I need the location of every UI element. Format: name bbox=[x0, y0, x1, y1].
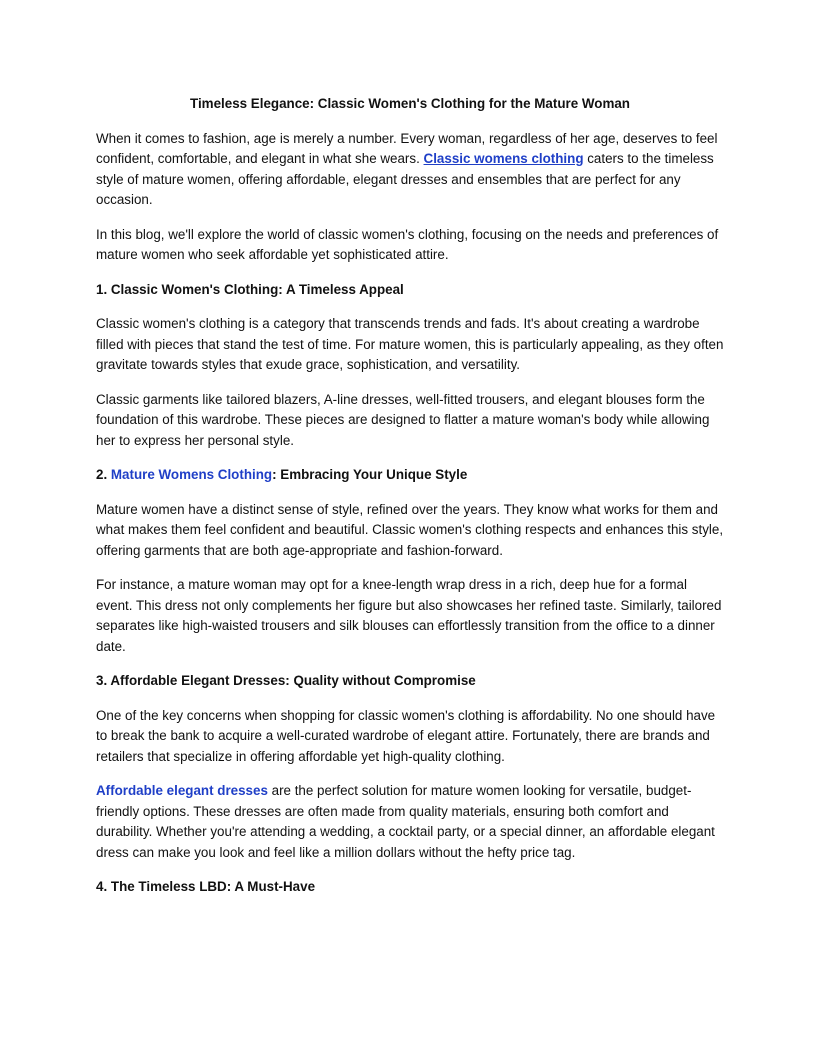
section-1-paragraph-1: Classic women's clothing is a category that transcends trends and fads. It's about creating a wardrobe filled with pieces that stand the test of time. For mature women, this is particularly appealing, as they often gravitate towards styles that exude grace, sophistication, and versatility. bbox=[96, 316, 724, 372]
section-2-heading bbox=[96, 465, 724, 486]
mature-womens-clothing-link[interactable]: Mature Womens Clothing bbox=[110, 467, 273, 482]
affordable-elegant-dresses-link[interactable]: Affordable elegant dresses bbox=[96, 783, 268, 798]
section-1-heading: 1. Classic Women's Clothing: A Timeless Appeal bbox=[96, 281, 404, 297]
section-3-paragraph-1: One of the key concerns when shopping for classic women's clothing is affordability. No one should have to break the bank to acquire a well-curated wardrobe of elegant attire. Fortunately, there are brands and retailers that specialize in offering affordable yet high-quality clothing. bbox=[96, 707, 716, 764]
section-3-heading: 3. Affordable Elegant Dresses: Quality without Compromise bbox=[96, 673, 476, 688]
section-2-heading-suffix: : Embracing Your Unique Style bbox=[272, 467, 468, 482]
section-4-heading: 4. The Timeless LBD: A Must-Have bbox=[96, 879, 316, 894]
intro-paragraph-2: In this blog, we'll explore the world of classic women's clothing, focusing on the needs and preferences of mature women who seek affordable yet sophisticated attire. bbox=[96, 226, 719, 262]
section-1-paragraph-2: Classic garments like tailored blazers, A-line dresses, well-fitted trousers, and elegant blouses form the foundation of this wardrobe. These pieces are designed to flatter a mature woman's body while allowing her to express her personal style. bbox=[96, 391, 710, 448]
section-2-paragraph-1: Mature women have a distinct sense of style, refined over the years. They know what works for them and what makes them feel confident and beautiful. Classic women's clothing respects and enhances this style, offering garments that are both age-appropriate and fashion-forward. bbox=[96, 501, 724, 558]
document-title: Timeless Elegance: Classic Women's Clothing for the Mature Woman bbox=[190, 96, 630, 111]
intro-text-after-link: caters to the timeless style of mature women, offering affordable, elegant dresses and ensembles that are perfect for any occasion. bbox=[96, 151, 714, 207]
classic-womens-clothing-link[interactable]: Classic womens clothing bbox=[423, 151, 584, 166]
section-2-heading-number: 2. bbox=[96, 467, 111, 482]
document-page bbox=[96, 94, 724, 912]
intro-paragraph bbox=[96, 129, 724, 211]
section-3-paragraph-2-text: are the perfect solution for mature women looking for versatile, budget-friendly options. These dresses are often made from quality materials, ensuring both comfort and durability. Whether you're attending a wedding, a cocktail party, or a special dinner, an affordable elegant dress can make you look and feel like a million dollars without the hefty price tag. bbox=[96, 783, 715, 860]
section-2-paragraph-2: For instance, a mature woman may opt for a knee-length wrap dress in a rich, deep hue for a formal event. This dress not only complements her figure but also showcases her refined taste. Similarly, tailored separates like high-waisted trousers and silk blouses can effortlessly transition from the office to a dinner date. bbox=[96, 577, 722, 654]
section-3-paragraph-2 bbox=[96, 781, 724, 863]
intro-text-before-link: When it comes to fashion, age is merely a number. Every woman, regardless of her age, deserves to feel confident, comfortable, and elegant in what she wears. bbox=[96, 130, 718, 166]
